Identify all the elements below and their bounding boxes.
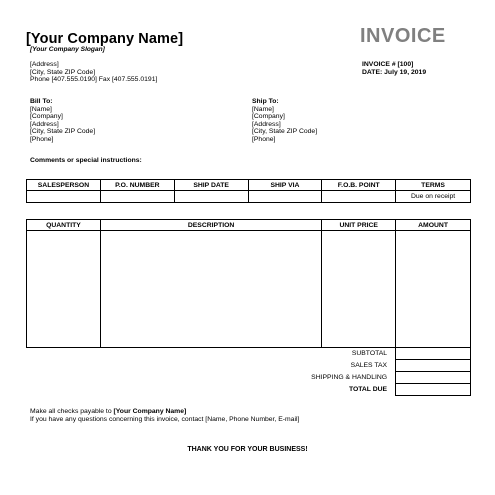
- col-header-ship-date: SHIP DATE: [174, 180, 248, 191]
- shipping-value[interactable]: [396, 371, 471, 383]
- po-number-cell[interactable]: [100, 191, 174, 203]
- ship-to-address: [Address]: [252, 120, 281, 128]
- items-table-body: [27, 231, 471, 348]
- ship-to-company: [Company]: [252, 113, 285, 121]
- sales-tax-label: SALES TAX: [350, 361, 388, 369]
- col-header-terms: TERMS: [396, 180, 471, 191]
- shipping-label: SHIPPING & HANDLING: [311, 373, 388, 381]
- bill-to-phone: [Phone]: [30, 135, 54, 143]
- col-header-fob-point: F.O.B. POINT: [322, 180, 396, 191]
- footer-notes: [30, 408, 299, 423]
- company-address-block: [30, 61, 157, 84]
- order-table-row: [27, 191, 471, 203]
- sales-tax-row: [26, 359, 471, 371]
- col-header-po-number: P.O. NUMBER: [100, 180, 174, 191]
- checks-payable-prefix: Make all checks payable to: [30, 408, 114, 415]
- bill-to-block: [30, 98, 95, 144]
- invoice-title: INVOICE: [360, 25, 446, 47]
- checks-payable-line: [30, 408, 299, 416]
- col-header-ship-via: SHIP VIA: [248, 180, 322, 191]
- subtotal-label: SUBTOTAL: [351, 349, 388, 357]
- checks-payable-company: [Your Company Name]: [113, 408, 187, 415]
- col-header-quantity: QUANTITY: [27, 220, 101, 231]
- ship-to-city: [City, State ZIP Code]: [252, 128, 318, 136]
- fob-point-cell[interactable]: [322, 191, 396, 203]
- salesperson-cell[interactable]: [27, 191, 101, 203]
- company-address: [Address]: [30, 61, 59, 68]
- ship-to-phone: [Phone]: [252, 135, 276, 143]
- quantity-cell[interactable]: [27, 231, 101, 348]
- col-header-description: DESCRIPTION: [100, 220, 321, 231]
- amount-cell[interactable]: [396, 231, 471, 348]
- order-table-header: [27, 180, 471, 191]
- ship-date-cell[interactable]: [174, 191, 248, 203]
- invoice-meta: [362, 61, 426, 76]
- ship-via-cell[interactable]: [248, 191, 322, 203]
- bill-to-city: [City, State ZIP Code]: [30, 128, 96, 136]
- sales-tax-value[interactable]: [396, 359, 471, 371]
- col-header-unit-price: UNIT PRICE: [322, 220, 396, 231]
- col-header-amount: AMOUNT: [396, 220, 471, 231]
- bill-to-company: [Company]: [30, 113, 63, 121]
- ship-to-block: [252, 98, 317, 144]
- ship-to-name: [Name]: [252, 105, 274, 113]
- bill-to-name: [Name]: [30, 105, 52, 113]
- description-cell[interactable]: [100, 231, 321, 348]
- bill-to-address: [Address]: [30, 120, 59, 128]
- company-city: [City, State ZIP Code]: [30, 68, 96, 76]
- company-slogan: [Your Company Slogan]: [30, 46, 105, 53]
- subtotal-value[interactable]: [396, 347, 471, 359]
- total-due-row: [26, 383, 471, 395]
- company-name: [Your Company Name]: [26, 31, 184, 47]
- total-due-label: TOTAL DUE: [348, 385, 388, 393]
- subtotal-row: [26, 347, 471, 359]
- shipping-row: [26, 371, 471, 383]
- invoice-number: INVOICE # [100]: [362, 61, 414, 68]
- line-items-table: [26, 219, 471, 348]
- bill-to-label: Bill To:: [30, 98, 53, 105]
- totals-table: [26, 347, 471, 396]
- invoice-date: DATE: July 19, 2019: [362, 68, 427, 76]
- comments-label: Comments or special instructions:: [30, 157, 142, 164]
- terms-cell[interactable]: Due on receipt: [396, 191, 471, 203]
- unit-price-cell[interactable]: [322, 231, 396, 348]
- order-info-table: [26, 179, 471, 203]
- col-header-salesperson: SALESPERSON: [27, 180, 101, 191]
- total-due-value[interactable]: [396, 383, 471, 395]
- thank-you-message: THANK YOU FOR YOUR BUSINESS!: [187, 446, 308, 453]
- company-phone-fax: Phone [407.555.0190] Fax [407.555.0191]: [30, 76, 158, 84]
- questions-line: If you have any questions concerning this invoice, contact [Name, Phone Number, E-mail]: [30, 415, 300, 423]
- items-table-header: [27, 220, 471, 231]
- ship-to-label: Ship To:: [252, 98, 279, 105]
